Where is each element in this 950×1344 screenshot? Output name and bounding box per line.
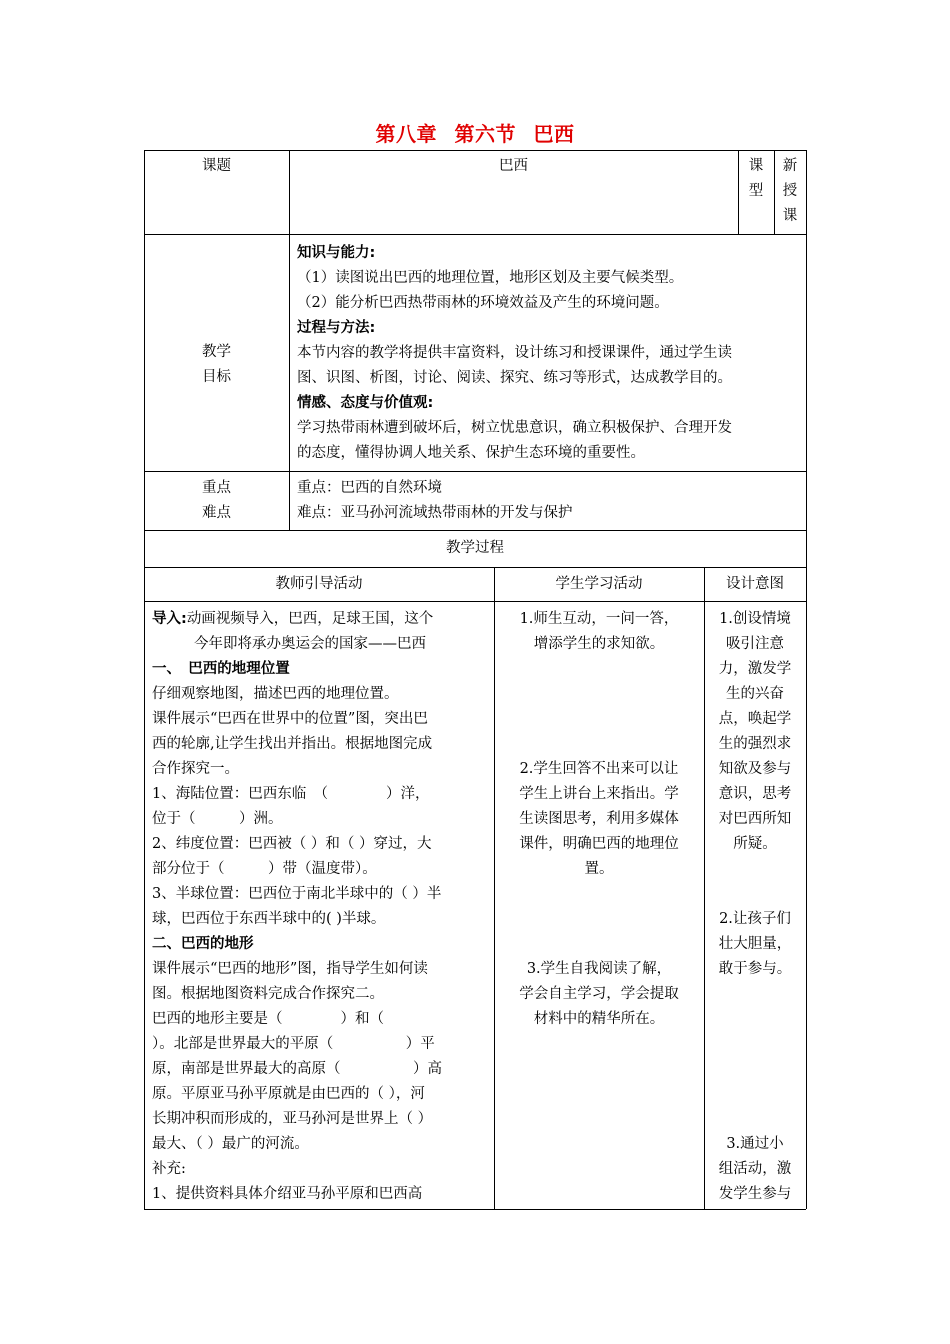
- intro-continuation: 今年即将承办奥运会的国家——巴西: [194, 636, 426, 652]
- process-heading: 过程与方法:: [297, 320, 376, 336]
- lesson-type-label: 课 型: [748, 158, 764, 199]
- process-title: 教学过程: [446, 540, 504, 556]
- student-activity-2: 2.学生回答不出来可以让 学生上讲台上来指出。学 生读图思考，利用多媒体 课件，明确巴西的地理位 置。: [519, 761, 679, 877]
- knowledge-item: （1）读图说出巴西的地理位置，地形区划及主要气候类型。: [297, 270, 684, 286]
- difficulty-point: 难点：亚马孙河流域热带雨林的开发与保护: [297, 505, 573, 521]
- title-topic: 巴西: [533, 122, 575, 146]
- design-intent-3: 3.通过小 组活动，激 发学生参与: [718, 1136, 792, 1202]
- section-heading-terrain: 二、巴西的地形: [152, 936, 254, 952]
- topic-value: 巴西: [499, 158, 528, 174]
- focus-point: 重点：巴西的自然环境: [297, 480, 442, 496]
- emotion-line: 的态度，懂得协调人地关系、保护生态环境的重要性。: [297, 445, 645, 461]
- key-points-content: [297, 476, 802, 526]
- teacher-activities: 导入:动画视频导入，巴西，足球王国，这个 今年即将承办奥运会的国家——巴西 一、 巴西的地理位置 仔细观察地图，描述巴西的地理位置。 课件展示“巴西在世界中的位置”图，突出巴 西的轮廓,让学生找出并指出。根据地图完成 合作探究一。 1、海陆位置：巴西东临 （ ）洋， 位于（ ）洲。 2、纬度位置：巴西被（ ）和（ ）穿过，大 部分位于（ ）带（温度带）。 3、半球位置：巴西位于南北半球中的（ ）半 球，巴西位于东西半球中的( )半球。 二、巴西的地形 课件展示“巴西的地形”图，指导学生如何读 图。根据地图资料完成合作探究二。 巴西的地形主要是（ ）和（ ）。北部是世界最大的平原（ ）平 原，南部是世界最大的高原（ ）高 原。平原亚马孙平原就是由巴西的（ ），河 长期冲积而形成的，亚马孙河是世界上（ ） 最大、（ ）最广的河流。 补充: 1、提供资料具体介绍亚马孙平原和巴西高: [152, 607, 490, 1207]
- section-label: 第六节: [454, 122, 516, 146]
- key-points-label: 重点 难点: [202, 480, 231, 521]
- chapter-label: 第八章: [375, 122, 438, 146]
- section-heading-location: 一、 巴西的地理位置: [152, 661, 290, 677]
- process-line: 图、识图、析图，讨论、阅读、探究、练习等形式，达成教学目的。: [297, 370, 732, 386]
- knowledge-heading: 知识与能力:: [297, 245, 376, 261]
- process-line: 本节内容的教学将提供丰富资料，设计练习和授课课件，通过学生读: [297, 345, 732, 361]
- objectives-content: [297, 241, 802, 466]
- student-activity-3: 3.学生自我阅读了解， 学会自主学习，学会提取 材料中的精华所在。: [519, 961, 679, 1027]
- intro-line: 导入:动画视频导入，巴西，足球王国，这个: [152, 611, 434, 627]
- document-title: [0, 118, 950, 147]
- objectives-label: 教学 目标: [202, 344, 231, 385]
- student-activity-1: 1.师生互动，一问一答， 增添学生的求知欲。: [519, 611, 679, 652]
- knowledge-item: （2）能分析巴西热带雨林的环境效益及产生的环境问题。: [297, 295, 669, 311]
- student-column-header: 学生学习活动: [555, 576, 643, 592]
- teacher-column-header: 教师引导活动: [275, 576, 363, 592]
- design-intent-1: 1.创设情境 吸引注意 力，激发学 生的兴奋 点，唤起学 生的强烈求 知欲及参与 意识，思考 对巴西所知 所疑。: [718, 611, 792, 852]
- design-intent-2: 2.让孩子们 壮大胆量， 敢于参与。: [718, 911, 792, 977]
- emotion-line: 学习热带雨林遭到破坏后，树立忧患意识，确立积极保护、合理开发: [297, 420, 732, 436]
- emotion-heading: 情感、态度与价值观:: [297, 395, 434, 411]
- design-column-header: 设计意图: [726, 576, 784, 592]
- topic-label: 课题: [202, 158, 231, 174]
- lesson-type-value: 新 授 课: [782, 158, 798, 224]
